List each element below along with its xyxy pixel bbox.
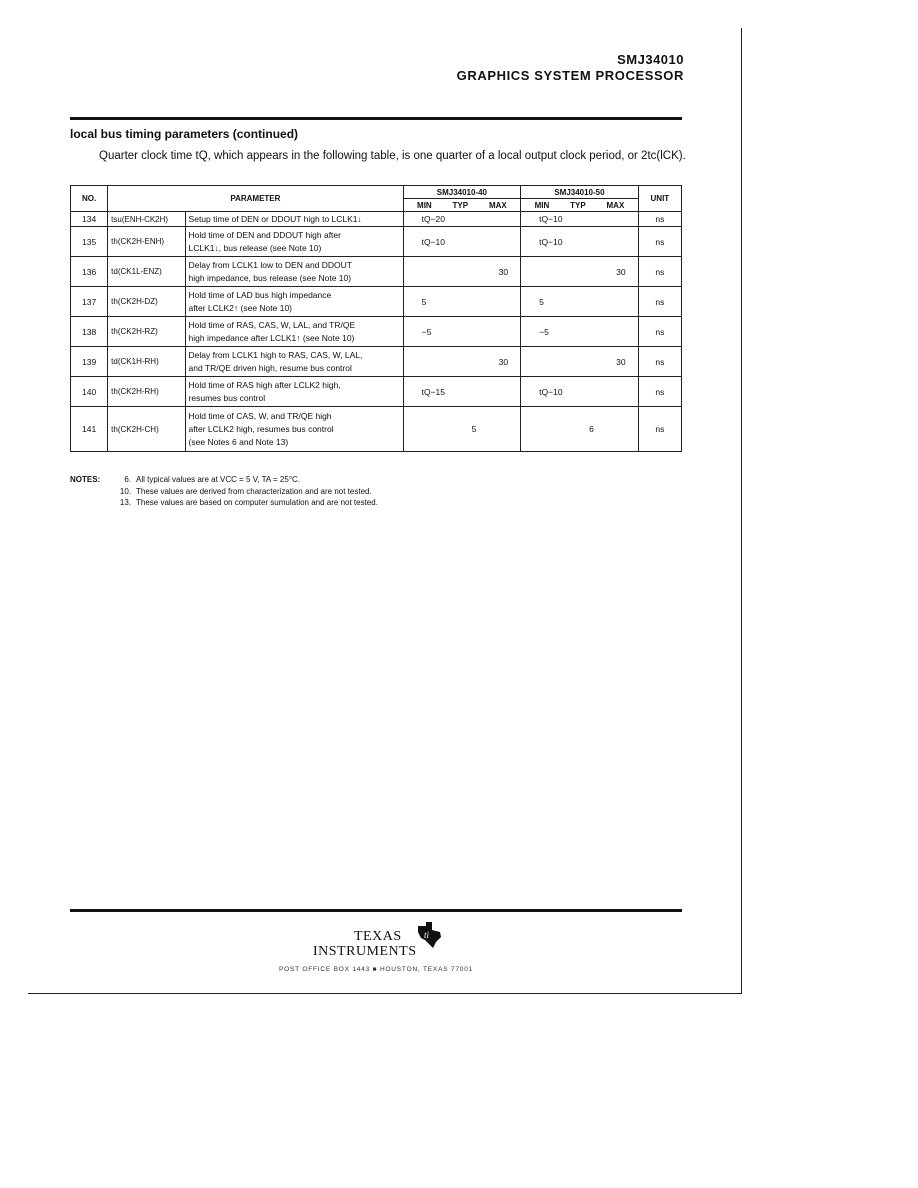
row-description bbox=[185, 377, 403, 407]
row-symbol: th(CK2H-RZ) bbox=[108, 317, 185, 347]
description-line: after LCLK2 high, resumes bus control bbox=[188, 423, 334, 434]
description-line: Delay from LCLK1 high to RAS, CAS, W, LAL, bbox=[188, 349, 363, 360]
value-min: tQ−15 bbox=[421, 386, 446, 397]
page-edge-vertical bbox=[741, 28, 742, 994]
row-symbol: tsu(ENH-CK2H) bbox=[108, 212, 185, 227]
row-symbol: th(CK2H-RH) bbox=[108, 377, 185, 407]
row-description bbox=[185, 347, 403, 377]
note-item bbox=[115, 486, 378, 498]
description-line: Hold time of DEN and DDOUT high after bbox=[188, 229, 341, 240]
row-symbol: th(CK2H-ENH) bbox=[108, 227, 185, 257]
row-description bbox=[185, 287, 403, 317]
row-symbol: th(CK2H-DZ) bbox=[108, 287, 185, 317]
row-no: 134 bbox=[71, 212, 108, 227]
values-smj34010-50 bbox=[521, 407, 639, 452]
subheader-group-50 bbox=[521, 199, 639, 212]
value-min: tQ−10 bbox=[421, 236, 446, 247]
values-smj34010-50 bbox=[521, 317, 639, 347]
value-min: tQ−10 bbox=[539, 236, 563, 247]
row-no: 141 bbox=[71, 407, 108, 452]
intro-paragraph: Quarter clock time tQ, which appears in the following table, is one quarter of a local output clock period, or 2tc(lCK). bbox=[99, 150, 686, 162]
note-text: These values are derived from characterization and are not tested. bbox=[136, 486, 372, 496]
row-no: 136 bbox=[71, 257, 108, 287]
value-max: 30 bbox=[498, 266, 509, 277]
note-text: All typical values are at VCC = 5 V, TA = 25°C. bbox=[136, 475, 301, 484]
footer-rule bbox=[70, 909, 682, 912]
description-line: Hold time of RAS, CAS, W, LAL, and TR/QE bbox=[188, 319, 356, 330]
value-typ: 5 bbox=[471, 424, 477, 434]
part-number: SMJ34010 bbox=[617, 52, 684, 67]
value-min: 5 bbox=[421, 296, 427, 307]
header-rule bbox=[70, 117, 682, 120]
svg-text:ti: ti bbox=[424, 930, 430, 940]
row-description bbox=[185, 317, 403, 347]
value-typ: 6 bbox=[589, 424, 594, 434]
document-title: GRAPHICS SYSTEM PROCESSOR bbox=[456, 68, 684, 83]
values-smj34010-40 bbox=[403, 257, 521, 287]
page-edge-horizontal bbox=[28, 993, 742, 994]
values-smj34010-40 bbox=[403, 287, 521, 317]
value-max: 30 bbox=[616, 266, 626, 277]
description-line: after LCLK2↑ (see Note 10) bbox=[188, 302, 293, 313]
section-title: local bus timing parameters (continued) bbox=[70, 127, 299, 141]
subheader-typ: TYP bbox=[570, 200, 586, 210]
value-min: tQ−20 bbox=[421, 214, 446, 224]
values-smj34010-40 bbox=[403, 212, 521, 227]
row-unit: ns bbox=[638, 317, 681, 347]
values-smj34010-40 bbox=[403, 377, 521, 407]
values-smj34010-50 bbox=[521, 347, 639, 377]
table-row bbox=[71, 227, 682, 257]
texas-state-icon bbox=[414, 920, 444, 950]
row-symbol: td(CK1L-ENZ) bbox=[108, 257, 185, 287]
table-row bbox=[71, 377, 682, 407]
row-symbol: td(CK1H-RH) bbox=[108, 347, 185, 377]
header-no: NO. bbox=[71, 186, 108, 212]
values-smj34010-50 bbox=[521, 212, 639, 227]
logo-text-instruments: INSTRUMENTS bbox=[313, 944, 417, 959]
row-description bbox=[185, 212, 403, 227]
table-row bbox=[71, 257, 682, 287]
description-line: Hold time of CAS, W, and TR/QE high bbox=[188, 410, 332, 421]
footer-address: POST OFFICE BOX 1443 ■ HOUSTON, TEXAS 77001 bbox=[279, 966, 474, 973]
note-item bbox=[115, 497, 378, 509]
description-line: LCLK1↓, bus release (see Note 10) bbox=[188, 242, 322, 253]
description-line: Delay from LCLK1 low to DEN and DDOUT bbox=[188, 259, 352, 270]
row-no: 139 bbox=[71, 347, 108, 377]
row-symbol: th(CK2H-CH) bbox=[108, 407, 185, 452]
row-no: 140 bbox=[71, 377, 108, 407]
row-unit: ns bbox=[638, 287, 681, 317]
value-min: tQ−10 bbox=[539, 214, 563, 224]
value-min: 5 bbox=[539, 296, 544, 307]
subheader-min: MIN bbox=[534, 200, 550, 210]
value-min: tQ−10 bbox=[539, 386, 563, 397]
description-line: Hold time of RAS high after LCLK2 high, bbox=[188, 379, 341, 390]
values-smj34010-50 bbox=[521, 377, 639, 407]
value-max: 30 bbox=[498, 356, 509, 367]
description-line: resumes bus control bbox=[188, 392, 266, 403]
table-row bbox=[71, 317, 682, 347]
note-text: These values are based on computer sumulation and are not tested. bbox=[136, 498, 378, 507]
row-description bbox=[185, 407, 403, 452]
description-line: Setup time of DEN or DDOUT high to LCLK1↓ bbox=[188, 213, 362, 224]
values-smj34010-50 bbox=[521, 227, 639, 257]
row-unit: ns bbox=[638, 212, 681, 227]
row-no: 138 bbox=[71, 317, 108, 347]
values-smj34010-50 bbox=[521, 287, 639, 317]
row-unit: ns bbox=[638, 377, 681, 407]
value-min: −5 bbox=[421, 326, 432, 337]
row-no: 137 bbox=[71, 287, 108, 317]
timing-table bbox=[70, 185, 682, 452]
header-unit: UNIT bbox=[638, 186, 681, 212]
notes bbox=[70, 474, 378, 509]
description-line: high impedance, bus release (see Note 10) bbox=[188, 272, 352, 283]
value-min: −5 bbox=[539, 326, 549, 337]
row-description bbox=[185, 257, 403, 287]
table-row bbox=[71, 407, 682, 452]
values-smj34010-40 bbox=[403, 347, 521, 377]
note-number: 6. bbox=[124, 475, 131, 484]
subheader-typ: TYP bbox=[452, 200, 469, 210]
subheader-group-40 bbox=[403, 199, 521, 212]
value-max: 30 bbox=[616, 356, 626, 367]
description-line: and TR/QE driven high, resume bus control bbox=[188, 362, 352, 373]
row-description bbox=[185, 227, 403, 257]
table-row bbox=[71, 347, 682, 377]
row-unit: ns bbox=[638, 257, 681, 287]
header-group-40: SMJ34010-40 bbox=[403, 186, 521, 199]
table-row bbox=[71, 212, 682, 227]
table-row bbox=[71, 287, 682, 317]
header-group-50: SMJ34010-50 bbox=[521, 186, 639, 199]
note-number: 10. bbox=[119, 486, 131, 496]
row-unit: ns bbox=[638, 407, 681, 452]
note-item bbox=[115, 474, 378, 486]
subheader-min: MIN bbox=[417, 200, 432, 210]
values-smj34010-40 bbox=[403, 317, 521, 347]
subheader-max: MAX bbox=[488, 200, 507, 210]
page-header bbox=[457, 52, 684, 83]
header-parameter: PARAMETER bbox=[108, 186, 403, 212]
logo-text-texas: TEXAS bbox=[354, 929, 402, 944]
notes-label: NOTES: bbox=[70, 475, 101, 484]
row-unit: ns bbox=[638, 347, 681, 377]
row-unit: ns bbox=[638, 227, 681, 257]
table-header-row bbox=[71, 186, 682, 199]
values-smj34010-40 bbox=[403, 407, 521, 452]
description-line: (see Notes 6 and Note 13) bbox=[188, 436, 289, 447]
note-number: 13. bbox=[119, 498, 131, 507]
values-smj34010-40 bbox=[403, 227, 521, 257]
values-smj34010-50 bbox=[521, 257, 639, 287]
description-line: Hold time of LAD bus high impedance bbox=[188, 289, 332, 300]
ti-logo bbox=[310, 920, 450, 964]
subheader-max: MAX bbox=[606, 200, 625, 210]
row-no: 135 bbox=[71, 227, 108, 257]
description-line: high impedance after LCLK1↑ (see Note 10) bbox=[188, 332, 355, 343]
